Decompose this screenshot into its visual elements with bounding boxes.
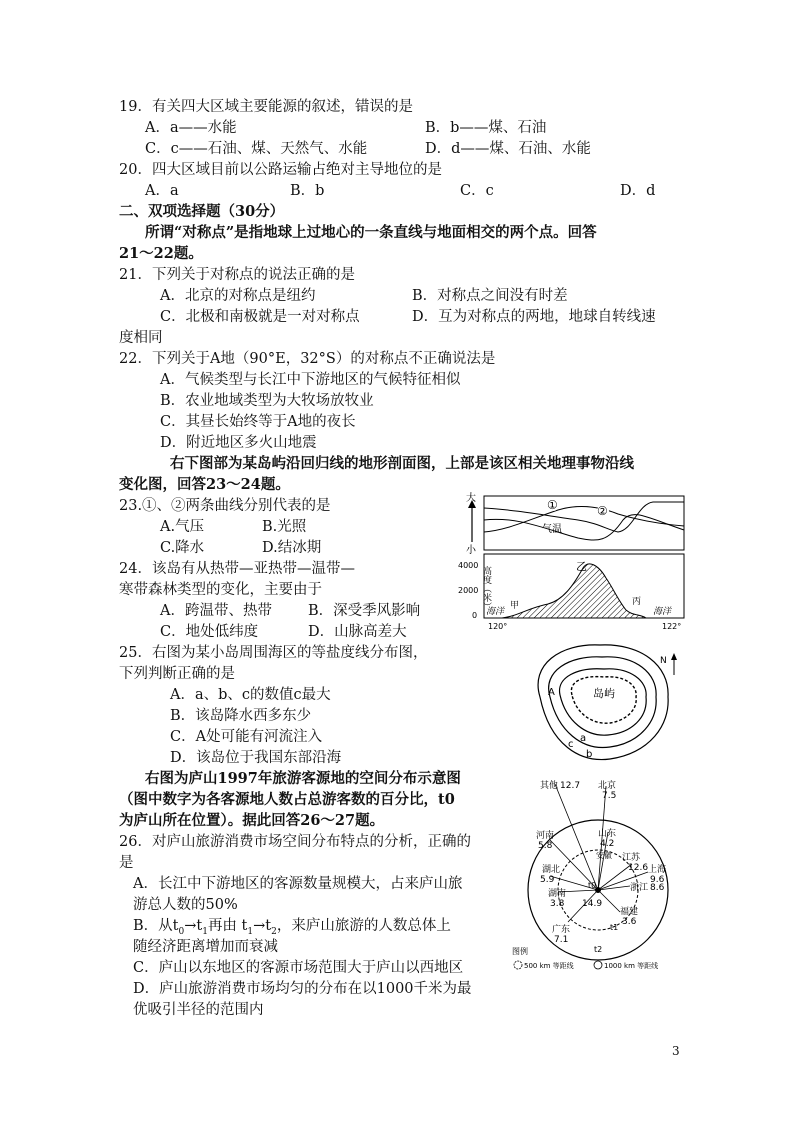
q20-option-b: B．b bbox=[290, 183, 325, 199]
q20-option-c: C．c bbox=[460, 183, 494, 199]
tourist-source-map bbox=[510, 772, 690, 972]
q23-option-b: B.光照 bbox=[262, 519, 307, 535]
curve-2 bbox=[484, 515, 684, 540]
q20-option-d: D．d bbox=[620, 183, 656, 199]
y-tick-0: 0 bbox=[472, 611, 478, 620]
location-bing: 丙 bbox=[632, 597, 642, 607]
q21-stem: 21．下列关于对称点的说法正确的是 bbox=[119, 267, 355, 283]
beijing-value: 7.5 bbox=[602, 791, 617, 801]
jiangsu-value: 12.6 bbox=[628, 863, 649, 873]
label-small: 小 bbox=[466, 545, 476, 556]
x-tick-left: 120° bbox=[488, 622, 508, 630]
q26-stem-line1: 26．对庐山旅游消费市场空间分布特点的分析，正确的 bbox=[119, 834, 471, 850]
hunan-label: 湖南 bbox=[548, 889, 567, 899]
intro2-line1: 右下图部为某岛屿沿回归线的地形剖面图，上部是该区相关地理事物沿线 bbox=[170, 455, 634, 472]
sea-right-label: 海洋 bbox=[653, 607, 672, 617]
q24-option-b: B．深受季风影响 bbox=[308, 603, 421, 619]
legend-1000-label: 1000 km 等距线 bbox=[604, 962, 659, 970]
zhejiang-label: 浙江 bbox=[630, 883, 649, 893]
x-tick-right: 122° bbox=[662, 622, 682, 630]
intro3-line3: 为庐山所在位置）。据此回答26～27题。 bbox=[119, 812, 385, 829]
north-arrowhead-icon bbox=[671, 653, 677, 660]
location-jia: 甲 bbox=[510, 601, 520, 611]
legend-title: 图例 bbox=[512, 947, 528, 956]
q23-option-c: C.降水 bbox=[160, 540, 205, 556]
intro3-line1: 右图为庐山1997年旅游客源地的空间分布示意图 bbox=[145, 770, 461, 787]
curve-2-label: ② bbox=[597, 504, 608, 518]
anhui-label: 安徽 bbox=[596, 851, 612, 860]
legend-1000-icon bbox=[594, 961, 602, 969]
q26-option-a-line2: 游总人数的50% bbox=[133, 897, 238, 913]
q25-option-c: C．A处可能有河流注入 bbox=[170, 729, 323, 745]
jiangxi-value: 14.9 bbox=[582, 899, 603, 909]
hubei-value: 5.9 bbox=[540, 875, 555, 885]
t2-label: t2 bbox=[594, 945, 603, 954]
q19-option-a: A．a——水能 bbox=[145, 120, 237, 136]
location-yi: 乙 bbox=[576, 560, 587, 573]
legend-500-label: 500 km 等距线 bbox=[524, 962, 574, 970]
q21-option-c: C．北极和南极就是一对对称点 bbox=[160, 309, 360, 325]
q21-option-d-cont: 度相同 bbox=[119, 330, 163, 346]
hubei-label: 湖北 bbox=[542, 865, 561, 875]
terrain-profile bbox=[502, 564, 646, 618]
q25-stem-line1: 25．右图为某小岛周围海区的等盐度线分布图， bbox=[119, 645, 428, 661]
q25-option-a: A．a、b、c的数值c最大 bbox=[170, 687, 331, 703]
q20-stem: 20．四大区域目前以公路运输占绝对主导地位的是 bbox=[119, 162, 442, 178]
q24-option-d: D．山脉高差大 bbox=[308, 624, 407, 640]
shandong-label: 山东 bbox=[598, 829, 617, 839]
henan-label: 河南 bbox=[536, 831, 555, 841]
intro1-line1: 所谓“对称点”是指地球上过地心的一条直线与地面相交的两个点。回答 bbox=[145, 224, 597, 241]
jiangsu-label: 江苏 bbox=[622, 853, 641, 863]
q21-option-a: A．北京的对称点是纽约 bbox=[160, 288, 316, 304]
q19-option-b: B．b——煤、石油 bbox=[425, 120, 547, 136]
island-label: 岛屿 bbox=[593, 687, 615, 700]
intro2-line2: 变化图，回答23～24题。 bbox=[119, 476, 290, 493]
sea-left-label: 海洋 bbox=[486, 607, 505, 617]
q24-option-c: C．地处低纬度 bbox=[160, 624, 259, 640]
t1-label: t1 bbox=[610, 923, 619, 932]
fujian-value: 3.6 bbox=[622, 917, 637, 927]
curve-temperature-label: 气温 bbox=[542, 524, 562, 535]
q23-option-a: A.气压 bbox=[160, 519, 205, 535]
beijing-label: 北京 bbox=[598, 781, 617, 791]
q22-stem: 22．下列关于A地（90°E，32°S）的对称点不正确说法是 bbox=[119, 351, 496, 367]
q26-option-c: C．庐山以东地区的客源市场范围大于庐山以西地区 bbox=[133, 960, 464, 976]
shanghai-value: 9.6 bbox=[650, 875, 665, 885]
altitude-label: 高度（米） bbox=[481, 566, 491, 611]
q24-stem-line2: 寒带森林类型的变化，主要由于 bbox=[119, 582, 322, 598]
other-label: 其他 bbox=[540, 781, 559, 791]
henan-value: 5.8 bbox=[538, 841, 553, 851]
q26-option-b-line1: B．从$t_0\to t_1$再由 $t_1\to t_2$，来庐山旅游的人数总体上 bbox=[133, 918, 451, 937]
guangdong-label: 广东 bbox=[552, 925, 571, 935]
fujian-label: 福建 bbox=[620, 907, 639, 917]
y-tick-2000: 2000 bbox=[458, 586, 479, 595]
q19-stem: 19．有关四大区域主要能源的叙述，错误的是 bbox=[119, 99, 413, 115]
q26-option-a-line1: A．长江中下游地区的客源数量规模大，占来庐山旅 bbox=[133, 876, 463, 892]
shanghai-label: 上海 bbox=[648, 865, 667, 875]
q26-option-b-line2: 随经济距离增加而衰减 bbox=[133, 939, 278, 955]
zhejiang-value: 8.6 bbox=[650, 883, 665, 893]
intro3-line2: （图中数字为各客源地人数占总游客数的百分比，t0 bbox=[119, 791, 455, 808]
section-title: 二、双项选择题（30分） bbox=[119, 203, 285, 220]
isoline-b-label: b bbox=[586, 749, 593, 760]
q22-option-d: D．附近地区多火山地震 bbox=[160, 435, 317, 451]
q22-option-c: C．其昼长始终等于A地的夜长 bbox=[160, 414, 356, 430]
label-big: 大 bbox=[466, 493, 476, 504]
q26-option-d-line1: D．庐山旅游消费市场均匀的分布在以1000千米为最 bbox=[133, 981, 472, 997]
profile-figure bbox=[458, 490, 690, 630]
point-A-label: A bbox=[548, 687, 555, 698]
q25-stem-line2: 下列判断正确的是 bbox=[119, 666, 235, 682]
shandong-value: 4.2 bbox=[600, 839, 615, 849]
t0-label: t0 bbox=[588, 881, 597, 890]
intro1-line2: 21～22题。 bbox=[119, 245, 203, 262]
q25-option-d: D．该岛位于我国东部沿海 bbox=[170, 750, 342, 766]
q20-option-a: A．a bbox=[145, 183, 179, 199]
q19-option-c: C．c——石油、煤、天然气、水能 bbox=[145, 141, 368, 157]
page-number: 3 bbox=[672, 1044, 680, 1058]
q26-stem-line2: 是 bbox=[119, 855, 134, 871]
q22-option-b: B．农业地域类型为大牧场放牧业 bbox=[160, 393, 374, 409]
salinity-map bbox=[520, 635, 690, 765]
other-value: 12.7 bbox=[560, 781, 581, 791]
north-label: N bbox=[660, 656, 667, 666]
curve-1-label: ① bbox=[547, 498, 558, 512]
guangdong-value: 7.1 bbox=[554, 935, 569, 945]
q24-stem-line1: 24．该岛有从热带—亚热带—温带— bbox=[119, 561, 355, 577]
hunan-value: 3.8 bbox=[550, 899, 565, 909]
isoline-a-label: a bbox=[580, 733, 587, 744]
q25-option-b: B．该岛降水西多东少 bbox=[170, 708, 312, 724]
q26-option-d-line2: 优吸引半径的范围内 bbox=[133, 1002, 264, 1018]
q19-option-d: D．d——煤、石油、水能 bbox=[425, 141, 591, 157]
y-tick-4000: 4000 bbox=[458, 561, 479, 570]
q21-option-d: D．互为对称点的两地，地球自转线速 bbox=[412, 309, 656, 325]
q21-option-b: B．对称点之间没有时差 bbox=[412, 288, 568, 304]
q23-option-d: D.结冰期 bbox=[262, 540, 322, 556]
q23-stem: 23.①、②两条曲线分别代表的是 bbox=[119, 498, 331, 514]
q22-option-a: A．气候类型与长江中下游地区的气候特征相似 bbox=[160, 372, 461, 388]
isoline-c-label: c bbox=[568, 739, 574, 750]
legend-500-icon bbox=[514, 961, 522, 969]
q24-option-a: A．跨温带、热带 bbox=[160, 603, 272, 619]
